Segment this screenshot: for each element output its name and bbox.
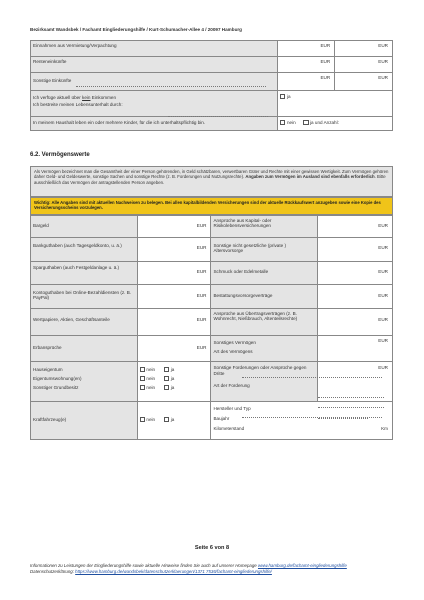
checkbox-ja[interactable] xyxy=(164,367,169,372)
info-text-2: . Bitte ausschließlich das Vermögen der antragstellenden Person angeben. xyxy=(34,174,386,185)
baujahr-line[interactable] xyxy=(318,407,384,408)
asset-label: Erbansprüche xyxy=(31,336,138,362)
checkbox-ja[interactable] xyxy=(280,94,285,99)
asset-label: Wertpapiere, Aktien, Geschäftsanteile xyxy=(31,309,138,336)
currency-label: EUR xyxy=(378,58,388,64)
ja-label: ja xyxy=(170,376,175,381)
property-checkboxes xyxy=(137,362,211,402)
checkbox-ja-anzahl[interactable] xyxy=(303,120,308,125)
asset-amount[interactable] xyxy=(137,336,211,362)
asset-amount[interactable] xyxy=(318,336,393,362)
nein-label: nein xyxy=(146,376,156,381)
asset-amount[interactable] xyxy=(137,216,211,238)
privacy-link[interactable]: https://www.hamburg.de/wandsbek/datenschutzerklaerungen/1371 7536/fachamt-eingliederungshilfe/ xyxy=(75,569,272,574)
table-row xyxy=(31,262,393,285)
info-text-1: Als Vermögen bezeichnet man die Gesamtheit der einer Person gehörenden, in Geld schätzbaren, verwertbaren Güter und Rechte mit einer gewissen Wertigkeit. Zum Vermögen gehören daher Geld- und Geldeswerte, sonstige Sachen und sonstige Rechte (z. B. Forderungen und Nutzungsrechte). xyxy=(34,169,389,180)
ja-label: ja xyxy=(286,94,291,99)
asset-amount[interactable] xyxy=(137,262,211,285)
footer-text: Informationen zu Leistungen der Eingliederungshilfe sowie aktuelle Hinweise finden Sie auch auf unserer Homepage xyxy=(30,563,257,568)
table-row xyxy=(31,285,393,309)
asset-amount[interactable] xyxy=(318,262,393,285)
footer-line-2 xyxy=(30,569,272,574)
income-label-sonstige xyxy=(31,73,278,91)
currency-label: EUR xyxy=(320,42,331,48)
ja-label: ja xyxy=(170,367,175,372)
currency-label: EUR xyxy=(320,58,331,64)
page-number: Seite 6 von 8 xyxy=(194,545,230,551)
info-box xyxy=(30,166,393,197)
homepage-link[interactable]: www.hamburg.de/fachamt-eingliederungshilfe xyxy=(257,563,347,568)
kfz-checkboxes xyxy=(137,402,211,440)
ja-label: ja xyxy=(170,417,175,422)
children-answer xyxy=(278,117,393,131)
hersteller-line[interactable] xyxy=(318,397,384,398)
table-row xyxy=(31,362,393,402)
table-row xyxy=(31,238,393,262)
ja-anzahl-label: ja und Anzahl: xyxy=(310,120,339,125)
checkbox-nein[interactable] xyxy=(140,385,145,390)
no-income-text-1b: Einkommen xyxy=(91,95,117,100)
currency-label: EUR xyxy=(196,269,207,274)
income-amount-1[interactable] xyxy=(278,73,335,91)
sonstige-einkuenfte-line[interactable] xyxy=(76,86,266,87)
no-income-cell xyxy=(31,91,278,117)
currency-label: EUR xyxy=(378,317,388,322)
income-amount-1[interactable] xyxy=(278,41,335,57)
table-row xyxy=(31,91,393,117)
table-row xyxy=(31,309,393,336)
asset-label: Sonstige Forderungen oder Ansprüche gegen Dritte xyxy=(213,365,307,376)
children-label: In meinem Haushalt leben ein oder mehrere Kinder, für die ich unterhaltspflichtig bin. xyxy=(31,117,278,131)
property-labels xyxy=(31,362,138,402)
property-label: Eigentumswohnung(en) xyxy=(33,376,82,381)
checkbox-ja[interactable] xyxy=(164,385,169,390)
checkbox-nein[interactable] xyxy=(140,417,145,422)
asset-label: Schmuck oder Edelmetalle xyxy=(211,262,318,285)
checkbox-nein[interactable] xyxy=(140,367,145,372)
sonstiges-cell xyxy=(211,336,318,362)
no-income-answer xyxy=(278,91,393,117)
info-text-bold: Angaben zum Vermögen im Ausland sind ebenfalls erforderlich xyxy=(245,174,375,180)
currency-label: EUR xyxy=(196,223,207,228)
currency-label: EUR xyxy=(378,245,388,250)
kfz-field-label: Kilometerstand xyxy=(213,426,245,431)
currency-label: EUR xyxy=(196,293,207,298)
warning-box: Wichtig: Alle Angaben sind mit aktuellen Nachweisen zu belegen. Bei allen kapitalbildenden Versicherungen sind der aktuelle Rückkaufswert anzugeben sowie eine Kopie des Versicherungsscheins vorzulegen. xyxy=(30,197,393,215)
nein-label: nein xyxy=(146,367,156,372)
kilometerstand-line[interactable] xyxy=(318,418,368,419)
property-label: Sonstiger Grundbesitz xyxy=(33,385,79,390)
currency-label: EUR xyxy=(378,269,388,274)
currency-label: EUR xyxy=(378,338,388,343)
income-amount-2[interactable] xyxy=(335,57,393,73)
asset-label: Kontoguthaben bei Online-Bezahldiensten (z. B. PayPal) xyxy=(31,285,138,309)
table-row xyxy=(31,41,393,57)
currency-label: EUR xyxy=(196,245,207,250)
footer-text: Datenschutzerklärung: xyxy=(30,569,74,574)
asset-amount[interactable] xyxy=(318,285,393,309)
currency-label: EUR xyxy=(378,365,388,370)
checkbox-nein[interactable] xyxy=(280,120,285,125)
table-row xyxy=(31,216,393,238)
asset-label: Bestattungsvorsorgeverträge xyxy=(211,285,318,309)
currency-label: EUR xyxy=(378,223,388,228)
asset-label: Sonstiges Vermögen xyxy=(213,340,256,345)
currency-label: EUR xyxy=(196,317,207,322)
table-row xyxy=(31,117,393,131)
currency-label: EUR xyxy=(378,293,388,298)
art-vermoegen-line[interactable] xyxy=(242,377,382,378)
income-label: Einnahmen aus Vermietung/Verpachtung xyxy=(31,41,278,57)
nein-label: nein xyxy=(146,417,156,422)
asset-label: Art des Vermögens xyxy=(213,349,253,354)
asset-amount[interactable] xyxy=(137,309,211,336)
table-row xyxy=(31,73,393,91)
asset-amount[interactable] xyxy=(137,285,211,309)
no-income-kein: kein xyxy=(82,95,91,100)
asset-amount[interactable] xyxy=(318,309,393,336)
ja-label: ja xyxy=(170,385,175,390)
kfz-field-label: Baujahr xyxy=(213,416,230,421)
income-amount-1[interactable] xyxy=(278,57,335,73)
checkbox-ja[interactable] xyxy=(164,417,169,422)
asset-label: Ansprüche aus Kapital- oder Risikolebensversicherungen xyxy=(211,216,318,238)
currency-label: EUR xyxy=(378,74,388,80)
asset-label: Sonstige nicht gesetzliche (private ) Altersvorsorge xyxy=(211,238,318,262)
km-unit: Km xyxy=(381,426,388,431)
nein-label: nein xyxy=(286,120,296,125)
currency-label: EUR xyxy=(378,42,388,48)
no-income-text-2: Ich bestreite meinen Lebensunterhalt durch: xyxy=(33,102,123,107)
asset-label: Art der Forderung xyxy=(213,383,250,388)
asset-label: Bankguthaben (auch Tagesgeldkonto, u. ä.) xyxy=(31,238,138,262)
property-label: Hauseigentum xyxy=(33,367,63,372)
currency-label: EUR xyxy=(320,74,331,80)
table-row xyxy=(31,336,393,362)
asset-label: Kraftfahrzeug(e) xyxy=(31,402,138,440)
table-row xyxy=(31,57,393,73)
footer-line-1 xyxy=(30,563,347,568)
forderung-cell xyxy=(211,362,318,402)
income-label: Sonstige Einkünfte xyxy=(33,78,72,83)
nein-label: nein xyxy=(146,385,156,390)
asset-label: Ansprüche aus Übertragsverträgen (z. B. Wohnrecht, Nießbrauch, Altenteilsrechte) xyxy=(211,309,318,336)
letterhead: Bezirksamt Wandsbek / Fachamt Eingliederungshilfe / Kurt-Schumacher-Allee 4 / 20097 Hamburg xyxy=(30,27,242,32)
asset-amount[interactable] xyxy=(318,216,393,238)
checkbox-nein[interactable] xyxy=(140,376,145,381)
lebensunterhalt-line[interactable] xyxy=(168,116,268,117)
income-label: Renteneinkünfte xyxy=(31,57,278,73)
no-income-text-1: Ich verfüge aktuell über xyxy=(33,95,81,100)
asset-amount[interactable] xyxy=(318,362,393,402)
asset-amount[interactable] xyxy=(318,238,393,262)
kfz-field-label: Hersteller und Typ xyxy=(213,406,251,411)
currency-label: EUR xyxy=(196,345,207,350)
income-amount-2[interactable] xyxy=(335,73,393,91)
asset-label: Bargeld xyxy=(31,216,138,238)
asset-amount[interactable] xyxy=(137,238,211,262)
income-amount-2[interactable] xyxy=(335,41,393,57)
section-title: 6.2. Vermögenswerte xyxy=(30,152,90,158)
asset-label: Sparguthaben (auch Festgeldanlage u. ä.) xyxy=(31,262,138,285)
checkbox-ja[interactable] xyxy=(164,376,169,381)
